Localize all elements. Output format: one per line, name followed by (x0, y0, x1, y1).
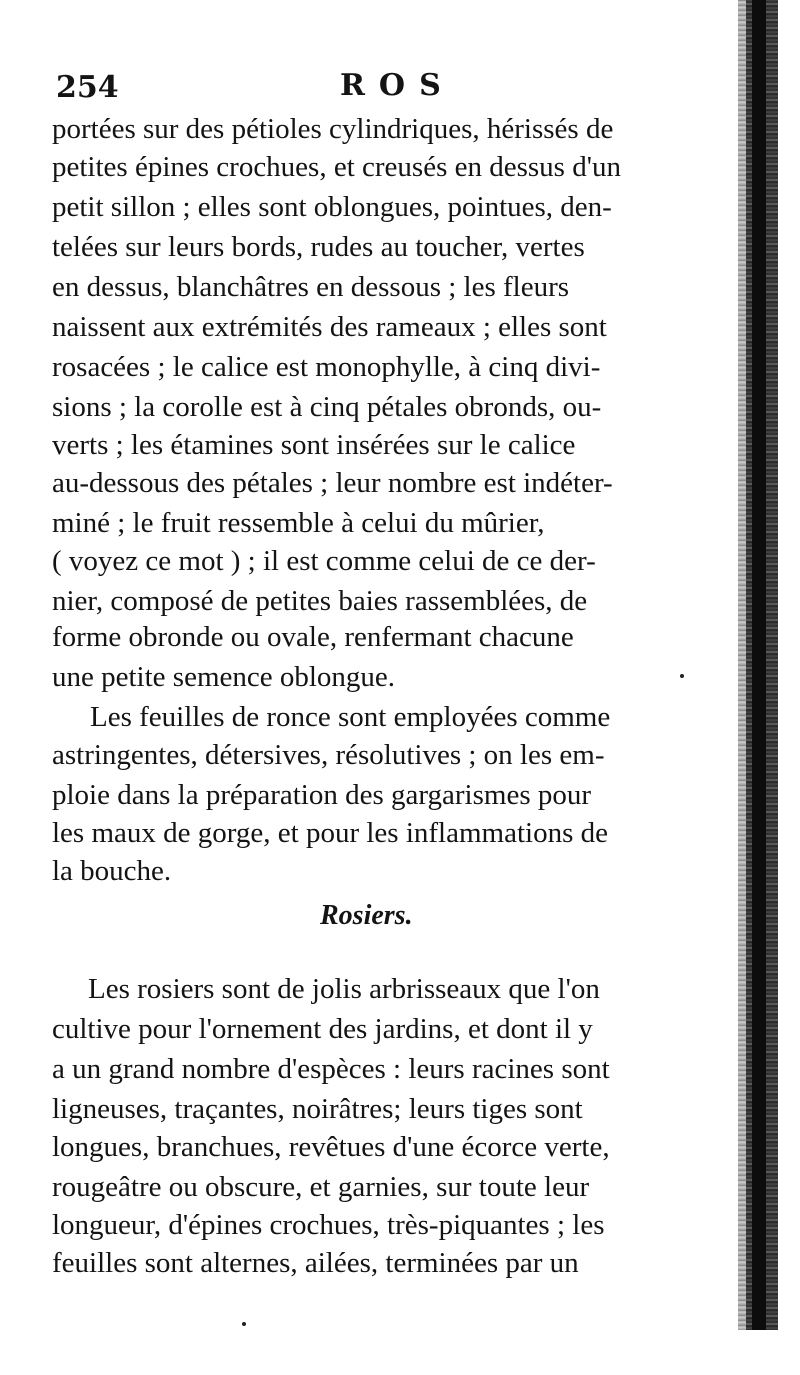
text-line: cultive pour l'ornement des jardins, et dont il y (52, 1013, 593, 1045)
text-line: longues, branchues, revêtues d'une écorce verte, (52, 1131, 610, 1163)
text-line: nier, composé de petites baies rassemblées, de (52, 585, 588, 617)
text-line: petites épines crochues, et creusés en dessus d'un (52, 151, 621, 183)
text-line: ligneuses, traçantes, noirâtres; leurs tiges sont (52, 1093, 583, 1125)
text-line: feuilles sont alternes, ailées, terminées par un (52, 1247, 579, 1279)
page-header (52, 66, 712, 106)
text-line: a un grand nombre d'espèces : leurs racines sont (52, 1053, 610, 1085)
text-line: une petite semence oblongue. (52, 661, 396, 693)
text-line: longueur, d'épines crochues, très-piquantes ; les (52, 1209, 605, 1241)
text-line: verts ; les étamines sont insérées sur le calice (52, 429, 576, 461)
text-line: astringentes, détersives, résolutives ; on les em- (52, 739, 605, 771)
text-line: rosacées ; le calice est monophylle, à cinq divi- (52, 351, 601, 383)
text-line: rougeâtre ou obscure, et garnies, sur toute leur (52, 1171, 590, 1203)
running-head: ROS (340, 68, 455, 103)
binding-shadow (752, 0, 766, 1330)
paragraph-first-line: Les feuilles de ronce sont employées comme (90, 701, 611, 733)
text-line: en dessus, blanchâtres en dessous ; les fleurs (52, 271, 570, 303)
section-heading: Rosiers. (320, 900, 413, 931)
text-line: naissent aux extrémités des rameaux ; elles sont (52, 311, 607, 343)
text-line: sions ; la corolle est à cinq pétales obronds, ou- (52, 391, 602, 423)
ink-speck (680, 674, 684, 678)
ink-speck (242, 1322, 246, 1326)
text-line: les maux de gorge, et pour les inflammations de (52, 817, 608, 849)
text-line: ( voyez ce mot ) ; il est comme celui de ce der- (52, 545, 596, 577)
text-line: au-dessous des pétales ; leur nombre est indéter- (52, 467, 613, 499)
paragraph-first-line: Les rosiers sont de jolis arbrisseaux que l'on (88, 973, 600, 1005)
text-line: petit sillon ; elles sont oblongues, pointues, den- (52, 191, 612, 223)
text-line: forme obronde ou ovale, renfermant chacune (52, 621, 574, 653)
text-line: portées sur des pétioles cylindriques, hérissés de (52, 113, 614, 145)
text-line: miné ; le fruit ressemble à celui du mûrier, (52, 507, 545, 539)
text-line: telées sur leurs bords, rudes au toucher, vertes (52, 231, 585, 263)
text-line: la bouche. (52, 855, 172, 887)
page-edge-highlight (738, 0, 746, 1330)
page-number: 254 (56, 70, 119, 105)
text-line: ploie dans la préparation des gargarismes pour (52, 779, 592, 811)
